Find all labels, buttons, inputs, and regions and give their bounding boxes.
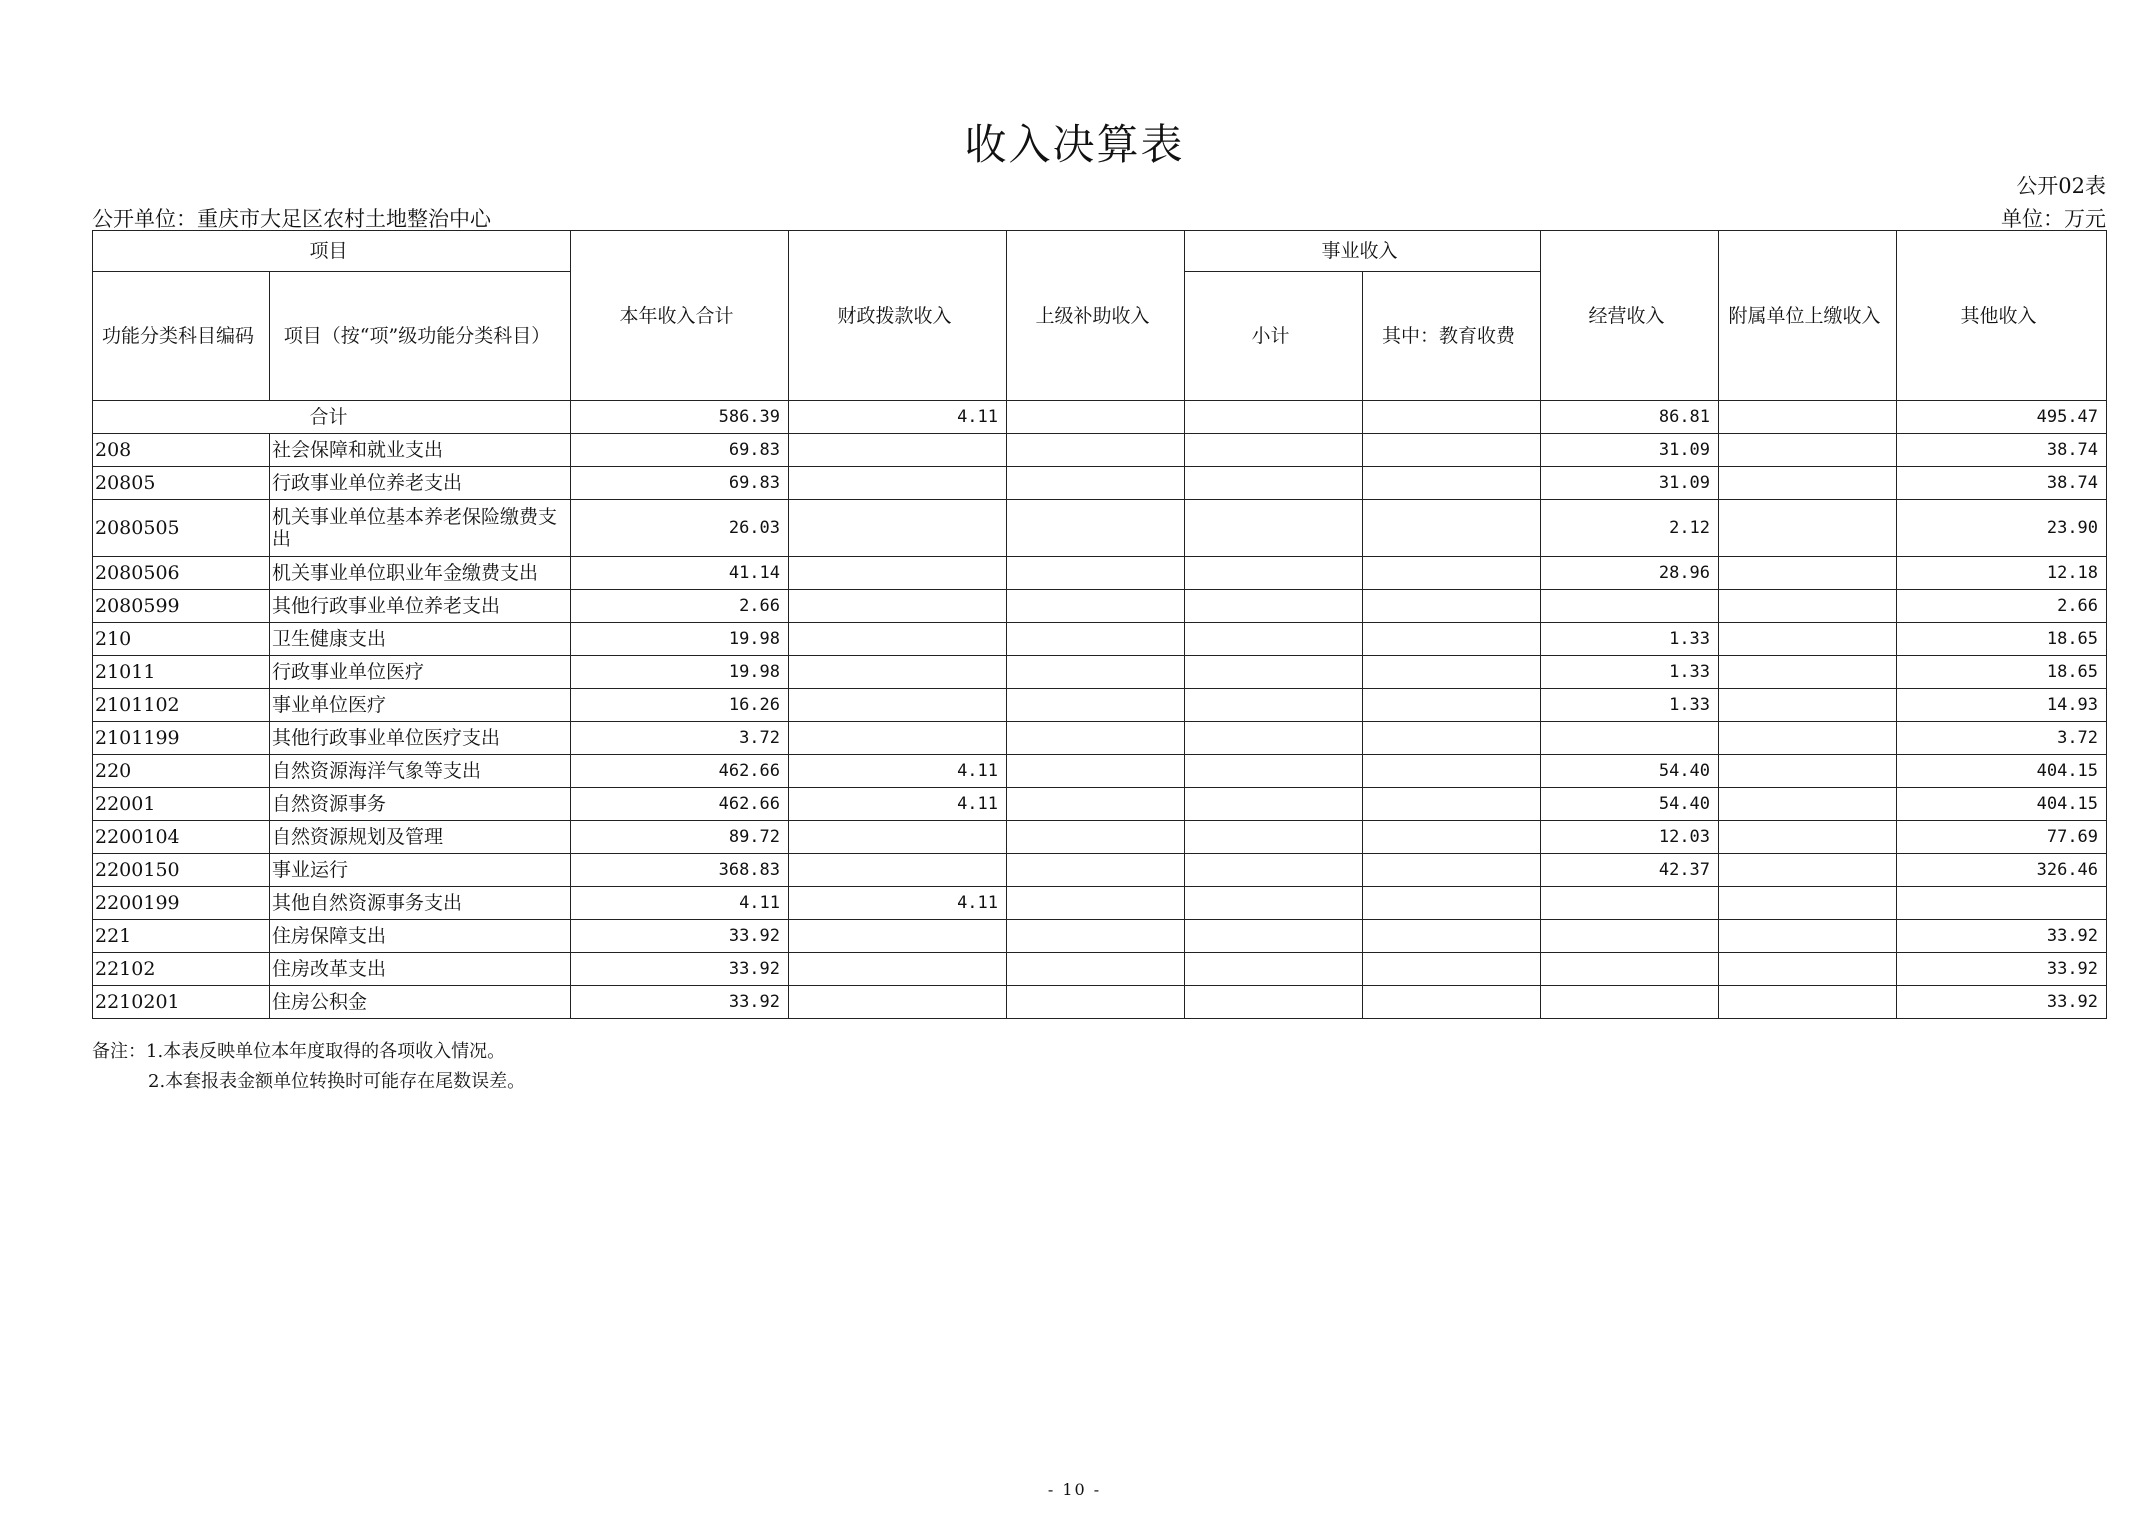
- row-name: 事业单位医疗: [270, 689, 571, 722]
- row-subtotal: [1185, 722, 1363, 755]
- header-subtotal: 小计: [1185, 272, 1363, 401]
- total-superior: [1007, 401, 1185, 434]
- row-total: 19.98: [571, 656, 789, 689]
- row-education: [1363, 788, 1541, 821]
- row-total: 2.66: [571, 590, 789, 623]
- row-fiscal: [789, 722, 1007, 755]
- table-row: [93, 953, 2107, 986]
- row-subtotal: [1185, 788, 1363, 821]
- row-education: [1363, 722, 1541, 755]
- row-code: 210: [93, 623, 270, 656]
- row-name: 其他行政事业单位医疗支出: [270, 722, 571, 755]
- row-fiscal: 4.11: [789, 755, 1007, 788]
- table-row: [93, 434, 2107, 467]
- row-superior: [1007, 788, 1185, 821]
- total-education: [1363, 401, 1541, 434]
- row-code: 22102: [93, 953, 270, 986]
- row-affiliated: [1719, 500, 1897, 557]
- note-line-1: 备注：1.本表反映单位本年度取得的各项收入情况。: [92, 1041, 506, 1062]
- row-operating: 2.12: [1541, 500, 1719, 557]
- row-other: 33.92: [1897, 953, 2107, 986]
- row-fiscal: [789, 920, 1007, 953]
- row-operating: 54.40: [1541, 788, 1719, 821]
- row-education: [1363, 557, 1541, 590]
- row-other: 38.74: [1897, 434, 2107, 467]
- row-fiscal: [789, 953, 1007, 986]
- row-name: 自然资源事务: [270, 788, 571, 821]
- row-other: 3.72: [1897, 722, 2107, 755]
- row-total: 69.83: [571, 434, 789, 467]
- row-fiscal: [789, 821, 1007, 854]
- row-subtotal: [1185, 590, 1363, 623]
- row-education: [1363, 590, 1541, 623]
- row-affiliated: [1719, 920, 1897, 953]
- row-education: [1363, 953, 1541, 986]
- row-education: [1363, 500, 1541, 557]
- row-code: 22001: [93, 788, 270, 821]
- row-total: 19.98: [571, 623, 789, 656]
- total-row: [93, 401, 2107, 434]
- row-code: 2080599: [93, 590, 270, 623]
- row-education: [1363, 887, 1541, 920]
- row-name: 卫生健康支出: [270, 623, 571, 656]
- row-subtotal: [1185, 953, 1363, 986]
- row-education: [1363, 986, 1541, 1019]
- row-operating: [1541, 920, 1719, 953]
- row-operating: 54.40: [1541, 755, 1719, 788]
- row-affiliated: [1719, 722, 1897, 755]
- row-subtotal: [1185, 887, 1363, 920]
- row-affiliated: [1719, 788, 1897, 821]
- row-education: [1363, 689, 1541, 722]
- row-total: 462.66: [571, 788, 789, 821]
- row-name: 自然资源规划及管理: [270, 821, 571, 854]
- table-row: [93, 467, 2107, 500]
- row-fiscal: 4.11: [789, 788, 1007, 821]
- row-name: 自然资源海洋气象等支出: [270, 755, 571, 788]
- row-name: 其他行政事业单位养老支出: [270, 590, 571, 623]
- row-affiliated: [1719, 623, 1897, 656]
- row-fiscal: 4.11: [789, 887, 1007, 920]
- row-affiliated: [1719, 434, 1897, 467]
- total-label: 合计: [93, 401, 571, 434]
- row-operating: [1541, 887, 1719, 920]
- row-operating: 28.96: [1541, 557, 1719, 590]
- row-code: 208: [93, 434, 270, 467]
- page-title: 收入决算表: [964, 120, 1185, 169]
- row-operating: 1.33: [1541, 656, 1719, 689]
- row-other: 23.90: [1897, 500, 2107, 557]
- row-name: 住房保障支出: [270, 920, 571, 953]
- reporting-unit: 公开单位：重庆市大足区农村土地整治中心: [92, 207, 491, 231]
- row-fiscal: [789, 557, 1007, 590]
- row-fiscal: [789, 623, 1007, 656]
- row-other: 33.92: [1897, 986, 2107, 1019]
- row-total: 41.14: [571, 557, 789, 590]
- row-name: 住房公积金: [270, 986, 571, 1019]
- row-other: 18.65: [1897, 623, 2107, 656]
- row-superior: [1007, 500, 1185, 557]
- income-statement-table: [92, 230, 2107, 1019]
- note-line-2: 2.本套报表金额单位转换时可能存在尾数误差。: [148, 1071, 526, 1092]
- row-education: [1363, 623, 1541, 656]
- row-superior: [1007, 623, 1185, 656]
- row-total: 33.92: [571, 920, 789, 953]
- row-operating: 42.37: [1541, 854, 1719, 887]
- row-code: 220: [93, 755, 270, 788]
- row-code: 2200199: [93, 887, 270, 920]
- table-row: [93, 623, 2107, 656]
- row-code: 2101102: [93, 689, 270, 722]
- row-education: [1363, 920, 1541, 953]
- row-subtotal: [1185, 821, 1363, 854]
- table-row: [93, 590, 2107, 623]
- row-affiliated: [1719, 557, 1897, 590]
- header-affiliated: 附属单位上缴收入: [1719, 231, 1897, 401]
- table-row: [93, 788, 2107, 821]
- row-other: 38.74: [1897, 467, 2107, 500]
- header-total: 本年收入合计: [571, 231, 789, 401]
- row-fiscal: [789, 854, 1007, 887]
- row-affiliated: [1719, 854, 1897, 887]
- row-code: 2080505: [93, 500, 270, 557]
- row-name: 机关事业单位职业年金缴费支出: [270, 557, 571, 590]
- row-total: 368.83: [571, 854, 789, 887]
- header-row-1: [93, 231, 2107, 272]
- row-code: 2080506: [93, 557, 270, 590]
- row-other: 2.66: [1897, 590, 2107, 623]
- row-subtotal: [1185, 623, 1363, 656]
- header-other: 其他收入: [1897, 231, 2107, 401]
- row-other: 326.46: [1897, 854, 2107, 887]
- total-affiliated: [1719, 401, 1897, 434]
- row-superior: [1007, 986, 1185, 1019]
- row-code: 2200104: [93, 821, 270, 854]
- row-other: 77.69: [1897, 821, 2107, 854]
- row-superior: [1007, 467, 1185, 500]
- row-superior: [1007, 722, 1185, 755]
- row-superior: [1007, 821, 1185, 854]
- row-superior: [1007, 920, 1185, 953]
- money-unit: 单位：万元: [2001, 207, 2106, 231]
- row-superior: [1007, 434, 1185, 467]
- row-code: 2200150: [93, 854, 270, 887]
- row-operating: 31.09: [1541, 467, 1719, 500]
- row-name: 其他自然资源事务支出: [270, 887, 571, 920]
- row-subtotal: [1185, 854, 1363, 887]
- form-number: 公开02表: [2016, 174, 2106, 198]
- row-operating: 12.03: [1541, 821, 1719, 854]
- row-fiscal: [789, 689, 1007, 722]
- row-affiliated: [1719, 656, 1897, 689]
- row-subtotal: [1185, 656, 1363, 689]
- header-operating: 经营收入: [1541, 231, 1719, 401]
- row-affiliated: [1719, 467, 1897, 500]
- row-subtotal: [1185, 467, 1363, 500]
- total-fiscal: 4.11: [789, 401, 1007, 434]
- header-func-name: 项目（按“项”级功能分类科目）: [270, 272, 571, 401]
- row-superior: [1007, 689, 1185, 722]
- header-fiscal: 财政拨款收入: [789, 231, 1007, 401]
- table-row: [93, 887, 2107, 920]
- header-education: 其中：教育收费: [1363, 272, 1541, 401]
- row-fiscal: [789, 656, 1007, 689]
- row-education: [1363, 854, 1541, 887]
- row-affiliated: [1719, 821, 1897, 854]
- row-total: 16.26: [571, 689, 789, 722]
- header-business-group: 事业收入: [1185, 231, 1541, 272]
- row-fiscal: [789, 986, 1007, 1019]
- row-subtotal: [1185, 434, 1363, 467]
- row-name: 机关事业单位基本养老保险缴费支出: [270, 500, 571, 557]
- total-other: 495.47: [1897, 401, 2107, 434]
- row-code: 2210201: [93, 986, 270, 1019]
- row-superior: [1007, 887, 1185, 920]
- row-superior: [1007, 953, 1185, 986]
- row-operating: [1541, 986, 1719, 1019]
- row-operating: 1.33: [1541, 689, 1719, 722]
- row-total: 4.11: [571, 887, 789, 920]
- row-other: [1897, 887, 2107, 920]
- table-row: [93, 920, 2107, 953]
- row-affiliated: [1719, 953, 1897, 986]
- row-name: 事业运行: [270, 854, 571, 887]
- row-total: 3.72: [571, 722, 789, 755]
- table-row: [93, 689, 2107, 722]
- total-operating: 86.81: [1541, 401, 1719, 434]
- table-row: [93, 722, 2107, 755]
- row-education: [1363, 467, 1541, 500]
- row-total: 462.66: [571, 755, 789, 788]
- table-row: [93, 656, 2107, 689]
- row-operating: [1541, 953, 1719, 986]
- row-subtotal: [1185, 557, 1363, 590]
- row-fiscal: [789, 500, 1007, 557]
- row-other: 404.15: [1897, 755, 2107, 788]
- row-subtotal: [1185, 920, 1363, 953]
- row-subtotal: [1185, 500, 1363, 557]
- row-superior: [1007, 557, 1185, 590]
- page-number: - 10 -: [1047, 1480, 1102, 1499]
- row-name: 社会保障和就业支出: [270, 434, 571, 467]
- row-affiliated: [1719, 755, 1897, 788]
- total-subtotal: [1185, 401, 1363, 434]
- table-row: [93, 500, 2107, 557]
- row-subtotal: [1185, 689, 1363, 722]
- notes: [92, 1037, 525, 1097]
- row-total: 89.72: [571, 821, 789, 854]
- row-affiliated: [1719, 590, 1897, 623]
- row-affiliated: [1719, 689, 1897, 722]
- row-other: 14.93: [1897, 689, 2107, 722]
- row-subtotal: [1185, 986, 1363, 1019]
- row-education: [1363, 755, 1541, 788]
- row-superior: [1007, 590, 1185, 623]
- row-operating: 31.09: [1541, 434, 1719, 467]
- row-superior: [1007, 755, 1185, 788]
- table-row: [93, 755, 2107, 788]
- row-education: [1363, 434, 1541, 467]
- row-other: 18.65: [1897, 656, 2107, 689]
- row-code: 21011: [93, 656, 270, 689]
- row-operating: 1.33: [1541, 623, 1719, 656]
- row-code: 2101199: [93, 722, 270, 755]
- row-code: 20805: [93, 467, 270, 500]
- row-other: 404.15: [1897, 788, 2107, 821]
- row-fiscal: [789, 467, 1007, 500]
- row-total: 26.03: [571, 500, 789, 557]
- table-row: [93, 821, 2107, 854]
- row-superior: [1007, 656, 1185, 689]
- row-other: 12.18: [1897, 557, 2107, 590]
- table-row: [93, 854, 2107, 887]
- row-total: 33.92: [571, 953, 789, 986]
- header-func-code: 功能分类科目编码: [93, 272, 270, 401]
- row-education: [1363, 656, 1541, 689]
- header-item: 项目: [93, 231, 571, 272]
- row-operating: [1541, 590, 1719, 623]
- row-fiscal: [789, 590, 1007, 623]
- row-total: 33.92: [571, 986, 789, 1019]
- row-education: [1363, 821, 1541, 854]
- row-affiliated: [1719, 887, 1897, 920]
- row-fiscal: [789, 434, 1007, 467]
- row-affiliated: [1719, 986, 1897, 1019]
- row-superior: [1007, 854, 1185, 887]
- row-total: 69.83: [571, 467, 789, 500]
- row-subtotal: [1185, 755, 1363, 788]
- row-name: 住房改革支出: [270, 953, 571, 986]
- row-operating: [1541, 722, 1719, 755]
- table-row: [93, 986, 2107, 1019]
- row-code: 221: [93, 920, 270, 953]
- header-superior: 上级补助收入: [1007, 231, 1185, 401]
- row-name: 行政事业单位养老支出: [270, 467, 571, 500]
- total-total: 586.39: [571, 401, 789, 434]
- table-row: [93, 557, 2107, 590]
- row-other: 33.92: [1897, 920, 2107, 953]
- row-name: 行政事业单位医疗: [270, 656, 571, 689]
